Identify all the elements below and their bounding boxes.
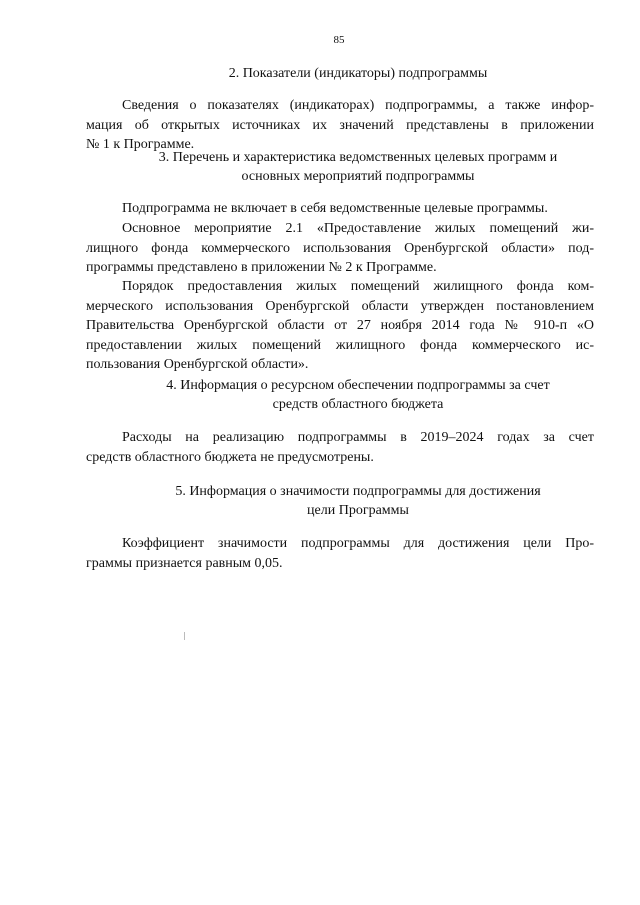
page-number: 85 [333,34,345,46]
scan-speck [184,632,185,640]
paragraph-line: средств областного бюджета не предусмотрены. [86,449,374,465]
section-2-paragraph-1 [86,96,594,155]
section-5-heading [0,482,640,520]
section-4-paragraph-1 [86,428,594,467]
section-4-heading [0,376,640,414]
paragraph-line: Сведения о показателях (индикаторах) подпрограммы, а также инфор- [122,98,594,113]
section-2-heading [0,64,640,83]
heading-line: 3. Перечень и характеристика ведомственных целевых программ и [158,150,558,165]
heading-line: 2. Показатели (индикаторы) подпрограммы [228,66,488,81]
section-5-paragraph-1 [86,534,594,573]
section-3-heading [0,148,640,186]
heading-line: основных мероприятий подпрограммы [241,169,475,184]
paragraph-line: пользования Оренбургской области». [86,357,309,372]
section-3-paragraph-2 [86,219,594,278]
paragraph-line: лищного фонда коммерческого использования Оренбургской области» под- [86,240,594,256]
paragraph-line: Коэффициент значимости подпрограммы для достижения цели Про- [122,536,594,551]
heading-line: средств областного бюджета [272,397,444,412]
heading-line: 4. Информация о ресурсном обеспечении подпрограммы за счет [166,378,550,393]
paragraph-line: предоставлении жилых помещений жилищного фонда коммерческого ис- [86,337,594,353]
paragraph-line: программы представлено в приложении № 2 к Программе. [86,260,437,275]
section-3-paragraph-1 [86,199,594,219]
paragraph-line: Правительства Оренбургской области от 27 ноября 2014 года № 910-п «О [86,318,594,333]
paragraph-line: Подпрограмма не включает в себя ведомственные целевые программы. [122,201,548,216]
section-3-paragraph-3 [86,277,594,375]
paragraph-line: мерческого использования Оренбургской области утвержден постановлением [86,298,594,314]
paragraph-line: граммы признается равным 0,05. [86,555,283,571]
heading-line: 5. Информация о значимости подпрограммы для достижения [175,484,541,499]
paragraph-line: мация об открытых источниках их значений представлены в приложении [86,117,594,133]
paragraph-line: № 1 к Программе. [86,137,195,152]
paragraph-line: Основное мероприятие 2.1 «Предоставление жилых помещений жи- [122,221,594,236]
paragraph-line: Расходы на реализацию подпрограммы в 2019–2024 годах за счет [122,430,594,445]
paragraph-line: Порядок предоставления жилых помещений жилищного фонда ком- [122,279,594,294]
heading-line: цели Программы [307,503,409,518]
